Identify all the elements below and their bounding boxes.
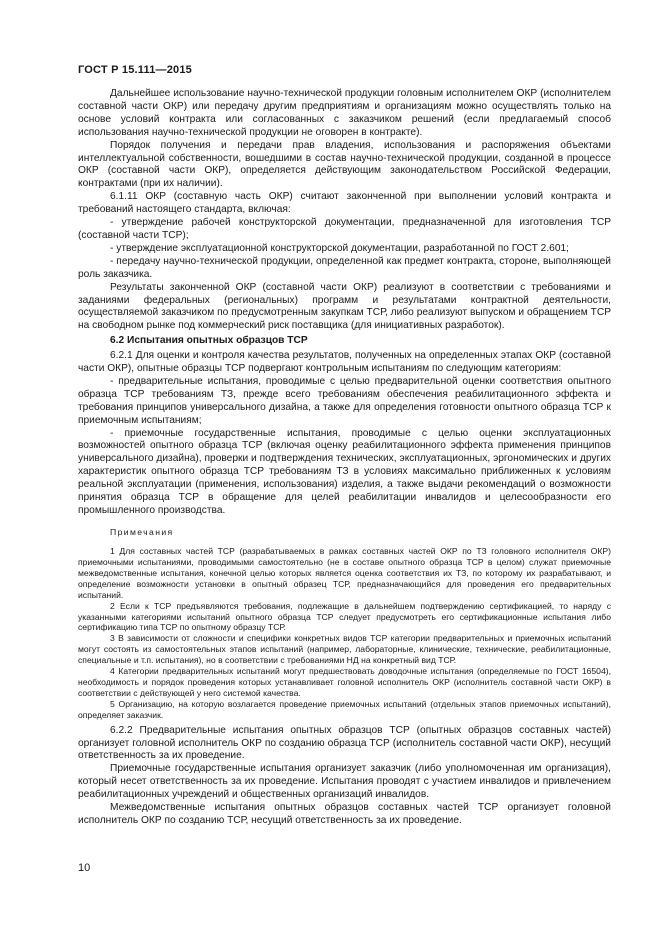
note-item: 3 В зависимости от сложности и специфики конкретных видов ТСР категории предварительных и приемочных испытаний могут состоять из самостоятельных этапов испытаний (например, лабораторные, клинические, технические, реабилитационные, специальные и т.п. испытания), но в соответствии с требованиями НД на конкретный вид ТСР. <box>78 633 611 666</box>
paragraph-clause-6-1-11: 6.1.11 ОКР (составную часть ОКР) считают законченной при выполнении условий контракта и требований настоящего стандарта, включая: <box>78 191 611 216</box>
list-item: - приемочные государственные испытания, проводимые с целью оценки эксплуатационных возможностей опытного образца ТСР (включая оценку реабилитационного эффекта применения принципов универсального дизайна), проверки и подтверждения технических, эксплуатационных, эргономических и других характеристик опытного образца ТСР требованиям ТЗ в условиях максимально приближенных к условиям реальной эксплуатации (применения, использования) изделия, а также выдачи рекомендаций о возможности принятия образца ТСР в обращение для целей реабилитации инвалидов и целесообразности его промышленного производства. <box>78 427 611 516</box>
note-item: 4 Категории предварительных испытаний могут предшествовать доводочные испытания (определяемые по ГОСТ 16504), необходимость и порядок проведения которых устанавливает головной исполнитель ОКР (исполнитель составной части ОКР) в соответствии с действующей у него системой качества. <box>78 666 611 698</box>
note-item: 1 Для составных частей ТСР (разрабатываемых в рамках составных частей ОКР по ТЗ головного исполнителя ОКР) приемочными испытаниями, проводимыми самостоятельно (не в составе опытного образца ТСР в целом) служат приемочные межведомственные испытания, конечной целью которых является оценка соответствия их ТЗ, по которому их разрабатывают, и определение возможности установки в опытный образец ТСР, предназначающийся для проведения его предварительных испытаний. <box>78 546 611 600</box>
list-item: - предварительные испытания, проводимые с целью предварительной оценки соответствия опытного образца ТСР требованиям ТЗ, прежде всего требованиям обеспечения реабилитационного эффекта и требования принципов универсального дизайна, а также для определения готовности опытного образца ТСР к приемочным испытаниям; <box>78 375 611 426</box>
paragraph: Дальнейшее использование научно-технической продукции головным исполнителем ОКР (исполнителем составной части ОКР) или передачу другим предприятиям и организациям можно осуществлять только на основе условий контракта или согласованных с заказчиком решений (если предлагаемый способ использования научно-технической продукции не оговорен в контракте). <box>78 88 611 138</box>
paragraph: Приемочные государственные испытания организует заказчик (либо уполномоченная им организация), который несет ответственность за их проведение. Испытания проводят с участием инвалидов и привлечением реабилитационных учреждений и общественных организаций инвалидов. <box>78 763 611 801</box>
note-item: 5 Организацию, на которую возлагается проведение приемочных испытаний (отдельных этапов приемочных испытаний), определяет заказчик. <box>78 698 611 720</box>
section-heading: 6.2 Испытания опытных образцов ТСР <box>110 335 308 347</box>
document-standard-header: ГОСТ Р 15.111—2015 <box>78 64 192 76</box>
paragraph-clause-6-2-2: 6.2.2 Предварительные испытания опытных образцов ТСР (опытных образцов составных частей) организует головной исполнитель ОКР по созданию образца ТСР (исполнитель составной части ОКР), несущий ответственность за их проведение. <box>78 724 611 762</box>
note-item: 2 Если к ТСР предъявляются требования, подлежащие в дальнейшем подтверждению сертификацией, то наряду с указанными категориями испытаний опытного образца ТСР следует предусмотреть его сертификационные испытания либо сертификацию типа ТСР по опытному образцу ТСР. <box>78 600 611 633</box>
page-body <box>78 88 611 828</box>
paragraph: Результаты законченной ОКР (составной части ОКР) реализуют в соответствии с требованиями и заданиями федеральных (региональных) программ и результатами контрактной деятельности, осуществляемой заказчиком по предусмотренным закупкам ТСР, либо реализуют выпуском и обращением ТСР на свободном рынке под коммерческий риск поставщика (для инициативных разработок). <box>78 281 611 332</box>
list-item: - утверждение рабочей конструкторской документации, предназначенной для изготовления ТСР (составной части ТСР); <box>78 217 611 241</box>
paragraph: Порядок получения и передачи прав владения, использования и распоряжения объектами интеллектуальной собственности, вошедшими в состав научно-технической продукции, созданной в процессе ОКР (составной части ОКР), определяется действующим законодательством Российской Федерации, контрактами (при их наличии). <box>78 139 611 190</box>
list-item: - передачу научно-технической продукции, определенной как предмет контракта, стороне, выполняющей роль заказчика. <box>78 255 611 280</box>
list-item: - утверждение эксплуатационной конструкторской документации, разработанной по ГОСТ 2.601; <box>110 242 569 254</box>
notes-block <box>78 527 611 721</box>
page-number: 10 <box>78 862 91 874</box>
paragraph: Межведомственные испытания опытных образцов составных частей ТСР организует головной исполнитель ОКР по созданию ТСР, несущий ответственность за их проведение. <box>78 802 611 826</box>
paragraph-clause-6-2-1: 6.2.1 Для оценки и контроля качества результатов, полученных на определенных этапах ОКР (составной части ОКР), опытные образцы ТСР подвергают контрольным испытаниям по следующим категориям: <box>78 350 611 375</box>
notes-title: Примечания <box>110 526 174 537</box>
